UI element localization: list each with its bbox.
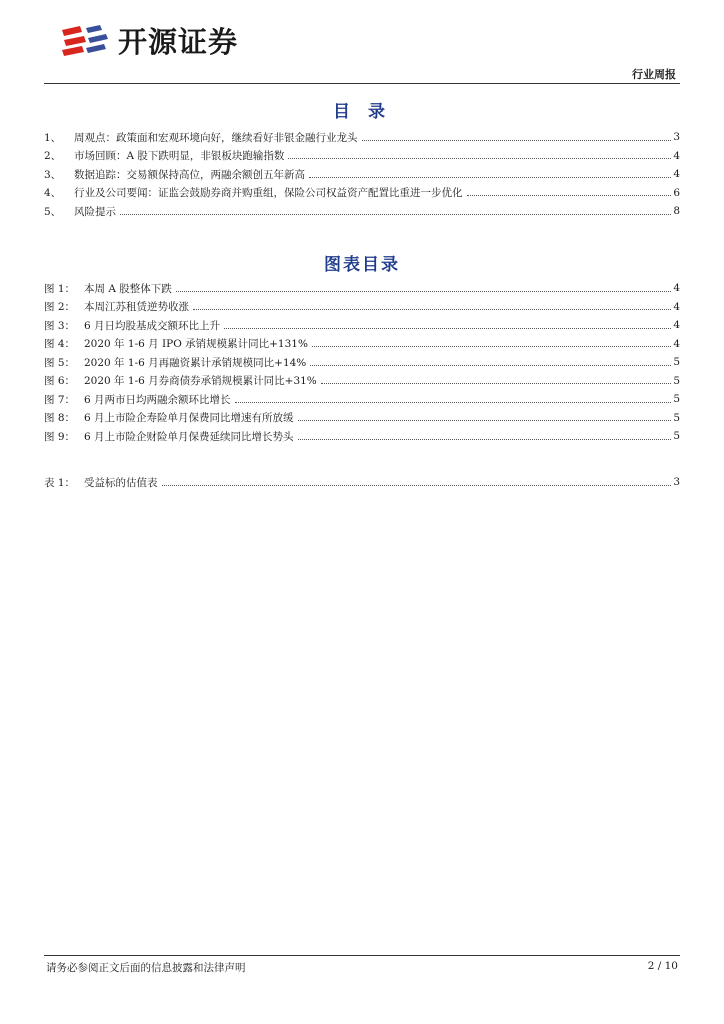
toc-entry-number: 5、: [44, 205, 62, 218]
footer-divider: [44, 955, 680, 956]
figure-entry-page: 4: [673, 337, 680, 350]
toc-entry-number: 3、: [44, 168, 62, 181]
figure-entry-page: 5: [673, 411, 680, 424]
toc-entry-label: 数据追踪：交易额保持高位，两融余额创五年新高: [74, 168, 305, 181]
table-entry[interactable]: [44, 473, 680, 492]
figure-entry[interactable]: [44, 372, 680, 391]
figure-entry-number: 图 8：: [44, 412, 76, 425]
figure-entry-label: 6 月日均股基成交额环比上升: [84, 319, 221, 332]
toc-entry[interactable]: [44, 147, 680, 166]
figure-entry-page: 5: [673, 430, 680, 443]
logo-mark-icon: [60, 22, 112, 62]
toc-entry-number: 4、: [44, 187, 62, 200]
leader-dots: [235, 402, 672, 403]
leader-dots: [310, 365, 671, 366]
figure-entry-page: 5: [673, 374, 680, 387]
leader-dots: [467, 195, 672, 196]
leader-dots: [288, 158, 671, 159]
toc-entry-number: 2、: [44, 150, 62, 163]
figure-entry-label: 6 月两市日均两融余额环比增长: [84, 393, 231, 406]
toc-entry-label: 市场回顾：A 股下跌明显，非银板块跑输指数: [74, 150, 285, 163]
toc-entry-number: 1、: [44, 131, 62, 144]
table-entry-number: 表 1：: [44, 476, 76, 489]
figures-title: 图表目录: [324, 255, 400, 275]
figure-entry-number: 图 2：: [44, 301, 76, 314]
leader-dots: [193, 309, 671, 310]
figure-entry[interactable]: [44, 316, 680, 335]
leader-dots: [309, 177, 671, 178]
toc-entry-page: 8: [673, 205, 680, 218]
figure-entry-label: 6 月上市险企财险单月保费延续同比增长势头: [84, 430, 294, 443]
table-entry-label: 受益标的估值表: [84, 476, 158, 489]
leader-dots: [362, 140, 672, 141]
toc-entry-page: 4: [673, 149, 680, 162]
contents-title: 目 录: [333, 102, 391, 122]
toc-entry-label: 周观点：政策面和宏观环境向好，继续看好非银金融行业龙头: [74, 131, 358, 144]
toc-entry-label: 风险提示: [74, 205, 116, 218]
figure-entry-label: 2020 年 1-6 月 IPO 承销规模累计同比+131%: [84, 338, 308, 351]
figure-entry-number: 图 9：: [44, 430, 76, 443]
leader-dots: [298, 420, 672, 421]
figure-entry[interactable]: [44, 427, 680, 446]
leader-dots: [321, 383, 672, 384]
header-divider: [44, 83, 680, 84]
toc-entry[interactable]: [44, 128, 680, 147]
figure-entry-label: 6 月上市险企寿险单月保费同比增速有所放缓: [84, 412, 294, 425]
figures-list: [44, 279, 680, 446]
brand-name: 开源证券: [118, 25, 239, 59]
figure-entry-number: 图 4：: [44, 338, 76, 351]
figure-entry-number: 图 7：: [44, 393, 76, 406]
leader-dots: [298, 439, 672, 440]
figure-entry-number: 图 6：: [44, 375, 76, 388]
toc-entry[interactable]: [44, 165, 680, 184]
toc-entry[interactable]: [44, 202, 680, 221]
table-entry-page: 3: [673, 476, 680, 489]
contents-list: [44, 128, 680, 221]
leader-dots: [312, 346, 671, 347]
figure-entry-page: 5: [673, 356, 680, 369]
figure-entry[interactable]: [44, 298, 680, 317]
figure-entry-label: 本周江苏租赁逆势收涨: [84, 301, 189, 314]
figure-entry[interactable]: [44, 335, 680, 354]
leader-dots: [120, 214, 671, 215]
figure-entry[interactable]: [44, 353, 680, 372]
figure-entry-page: 5: [673, 393, 680, 406]
toc-entry-page: 3: [673, 131, 680, 144]
report-type-label: 行业周报: [632, 68, 676, 81]
figure-entry-label: 2020 年 1-6 月再融资累计承销规模同比+14%: [84, 356, 307, 369]
figure-entry-page: 4: [673, 282, 680, 295]
tables-list: [44, 473, 680, 492]
figure-entry-label: 本周 A 股整体下跌: [84, 282, 172, 295]
figure-entry-page: 4: [673, 319, 680, 332]
toc-entry-page: 4: [673, 168, 680, 181]
figure-entry[interactable]: [44, 409, 680, 428]
page-indicator: 2 / 10: [647, 960, 678, 972]
toc-entry[interactable]: [44, 184, 680, 203]
figure-entry[interactable]: [44, 279, 680, 298]
figure-entry-page: 4: [673, 300, 680, 313]
leader-dots: [162, 485, 672, 486]
figure-entry-number: 图 5：: [44, 356, 76, 369]
figure-entry-number: 图 1：: [44, 282, 76, 295]
figure-entry-label: 2020 年 1-6 月券商债券承销规模累计同比+31%: [84, 375, 317, 388]
brand-logo: [60, 20, 238, 64]
toc-entry-page: 6: [673, 186, 680, 199]
leader-dots: [176, 291, 672, 292]
footer-disclaimer: 请务必参阅正文后面的信息披露和法律声明: [46, 962, 246, 974]
leader-dots: [224, 328, 671, 329]
toc-entry-label: 行业及公司要闻：证监会鼓励券商并购重组，保险公司权益资产配置比重进一步优化: [74, 187, 463, 200]
figure-entry[interactable]: [44, 390, 680, 409]
figure-entry-number: 图 3：: [44, 319, 76, 332]
